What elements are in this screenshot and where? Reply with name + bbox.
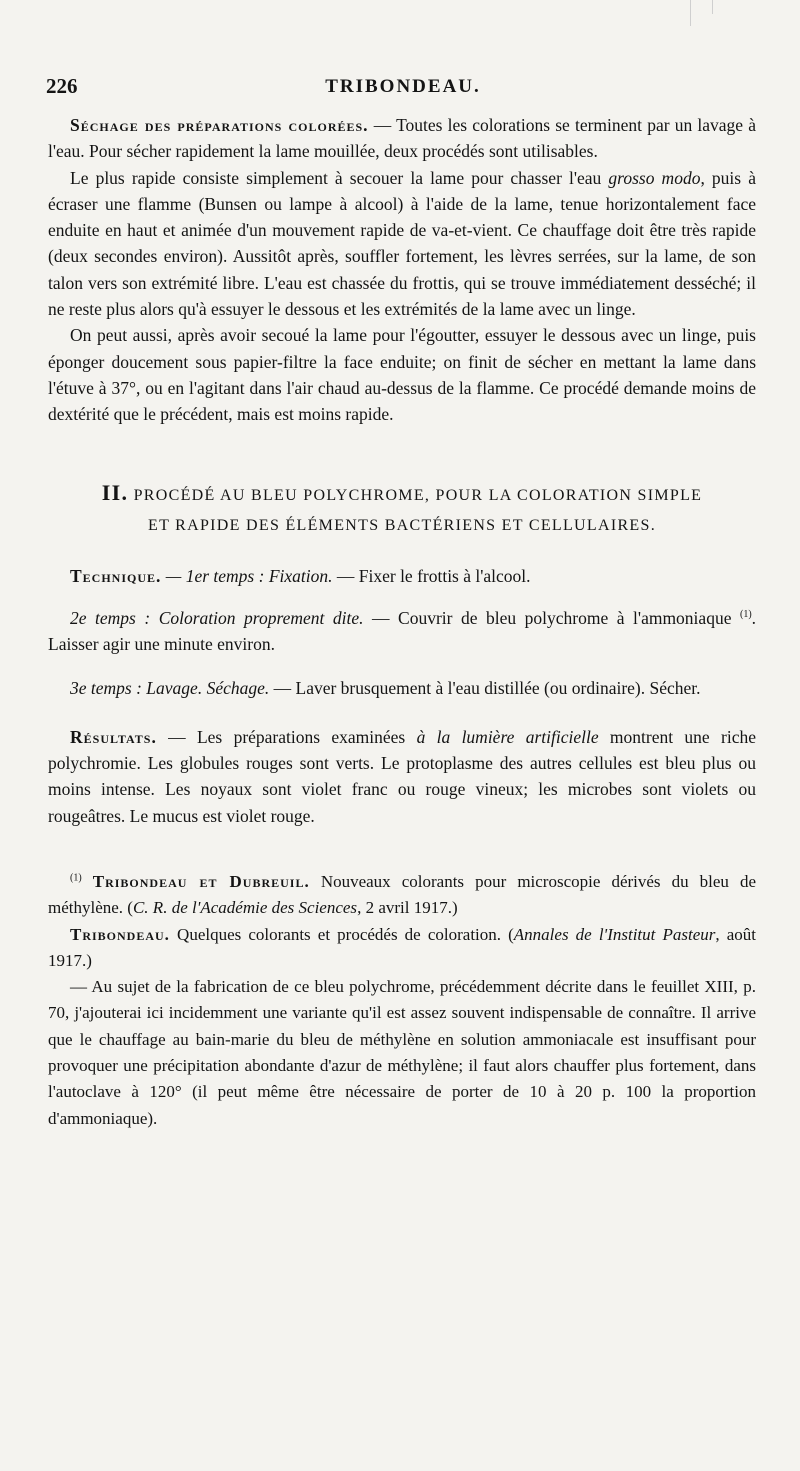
technique-step-3	[48, 675, 756, 701]
step2-text-end: . Laisser agir une minute environ.	[48, 607, 757, 655]
method1-rest: , puis à écraser une flamme (Bunsen ou lampe à alcool) à l'aide de la lame, tenue horizontalement face enduite en haut et animée d'un mouvement rapide de va-et-vient. Ce chauffage doit être très rapide (deux secondes environ). Aussitôt après, souffler fortement, les lèvres serrées, sur la lame, de son talon vers son extrémité libre. L'eau est chassée du frottis, qui se trouve immédiatement desséché; il ne reste plus alors qu'à essuyer le dessous et les extrémités de la lame avec un linge.	[48, 167, 756, 320]
results-paragraph	[48, 724, 756, 829]
scan-artifact	[690, 0, 691, 26]
section-title-line2: ET RAPIDE DES ÉLÉMENTS BACTÉRIENS ET CELLULAIRES.	[148, 516, 656, 534]
page-header	[46, 74, 760, 102]
section-title-text: PROCÉDÉ AU BLEU POLYCHROME, POUR LA COLORATION SIMPLE	[133, 486, 703, 504]
results-emphasis: à la lumière artificielle	[416, 726, 599, 747]
footnote-3: — Au sujet de la fabrication de ce bleu polychrome, précédemment décrite dans le feuillet XIII, p. 70, j'ajouterai ici incidemment une variante qu'il est assez souvent indispensable de connaître. Il arrive que le chauffage au bain-marie du bleu de méthylène en solution ammoniacale est insuffisant pour provoquer une précipitation abondante d'azur de méthylène; il faut alors chauffer plus fortement, dans l'autoclave à 120° (il peut même être nécessaire de porter de 10 à 20 p. 100 la proportion d'ammoniaque).	[48, 977, 756, 1128]
note1-source: C. R. de l'Académie des Sciences	[132, 898, 358, 918]
step2-name: 2e temps : Coloration proprement dite.	[70, 607, 364, 628]
note2-author: Tribondeau.	[70, 924, 170, 944]
note2-date: , août 1917.)	[48, 924, 756, 970]
step3-text: — Laver brusquement à l'eau distillée (ou ordinaire). Sécher.	[273, 678, 701, 699]
page-number: 226	[46, 74, 78, 98]
technique-step-1	[48, 563, 756, 589]
scan-artifact	[712, 0, 713, 14]
footnote-1	[48, 869, 756, 922]
results-text: — Les préparations examinées	[168, 726, 406, 747]
page-body	[48, 112, 756, 1132]
drying-heading: Séchage des préparations colorées.	[70, 115, 369, 135]
drying-intro-text: — Toutes les colorations se terminent par un lavage à l'eau. Pour sécher rapidement la lame mouillée, deux procédés sont utilisables.	[48, 115, 756, 162]
step1-text: — Fixer le frottis à l'alcool.	[336, 565, 531, 586]
step3-name: 3e temps : Lavage. Séchage.	[70, 678, 270, 699]
section-number: II.	[101, 479, 129, 505]
paragraph-drying-intro	[48, 112, 756, 165]
note1-date: , 2 avril 1917.)	[357, 898, 458, 918]
footnote-number: (1)	[70, 872, 82, 884]
note2-text: Quelques colorants et procédés de coloration. (	[177, 924, 514, 944]
footnote-ref: (1)	[739, 609, 752, 621]
section-title-line1	[48, 478, 756, 511]
step2-text: — Couvrir de bleu polychrome à l'ammoniaque	[372, 607, 732, 628]
note2-source: Annales de l'Institut Pasteur	[513, 924, 716, 944]
paragraph-method-2: On peut aussi, après avoir secoué la lame pour l'égoutter, essuyer le dessous avec un linge, puis éponger doucement sous papier-filtre la face enduite; on finit de sécher en mettant la lame dans l'étuve à 37°, ou en l'agitant dans l'air chaud au-dessus de la flamme. Ce procédé demande moins de dextérité que le précédent, mais est moins rapide.	[48, 325, 756, 425]
method1-term: grosso modo	[608, 167, 701, 188]
paragraph-method-1	[48, 165, 756, 323]
method1-text: Le plus rapide consiste simplement à secouer la lame pour chasser l'eau	[70, 167, 602, 188]
running-title: TRIBONDEAU.	[325, 76, 481, 97]
results-label: Résultats.	[70, 726, 157, 747]
technique-label: Technique.	[70, 565, 162, 586]
results-text-rest: montrent une riche polychromie. Les globules rouges sont verts. Le protoplasme des autres cellules est bleu plus ou moins intense. Les noyaux sont violet franc ou rouge vineux; les microbes sont violets ou rougeâtres. Le mucus est violet rouge.	[48, 726, 756, 826]
technique-step-2	[48, 605, 756, 658]
step1-name: — 1er temps : Fixation.	[165, 565, 333, 586]
footnotes	[48, 869, 756, 1132]
footnote-2	[48, 922, 756, 975]
note1-text: Nouveaux colorants pour microscopie dérivés du bleu de méthylène. (	[48, 871, 757, 918]
section-heading	[48, 478, 756, 541]
note1-authors: Tribondeau et Dubreuil.	[92, 871, 310, 891]
